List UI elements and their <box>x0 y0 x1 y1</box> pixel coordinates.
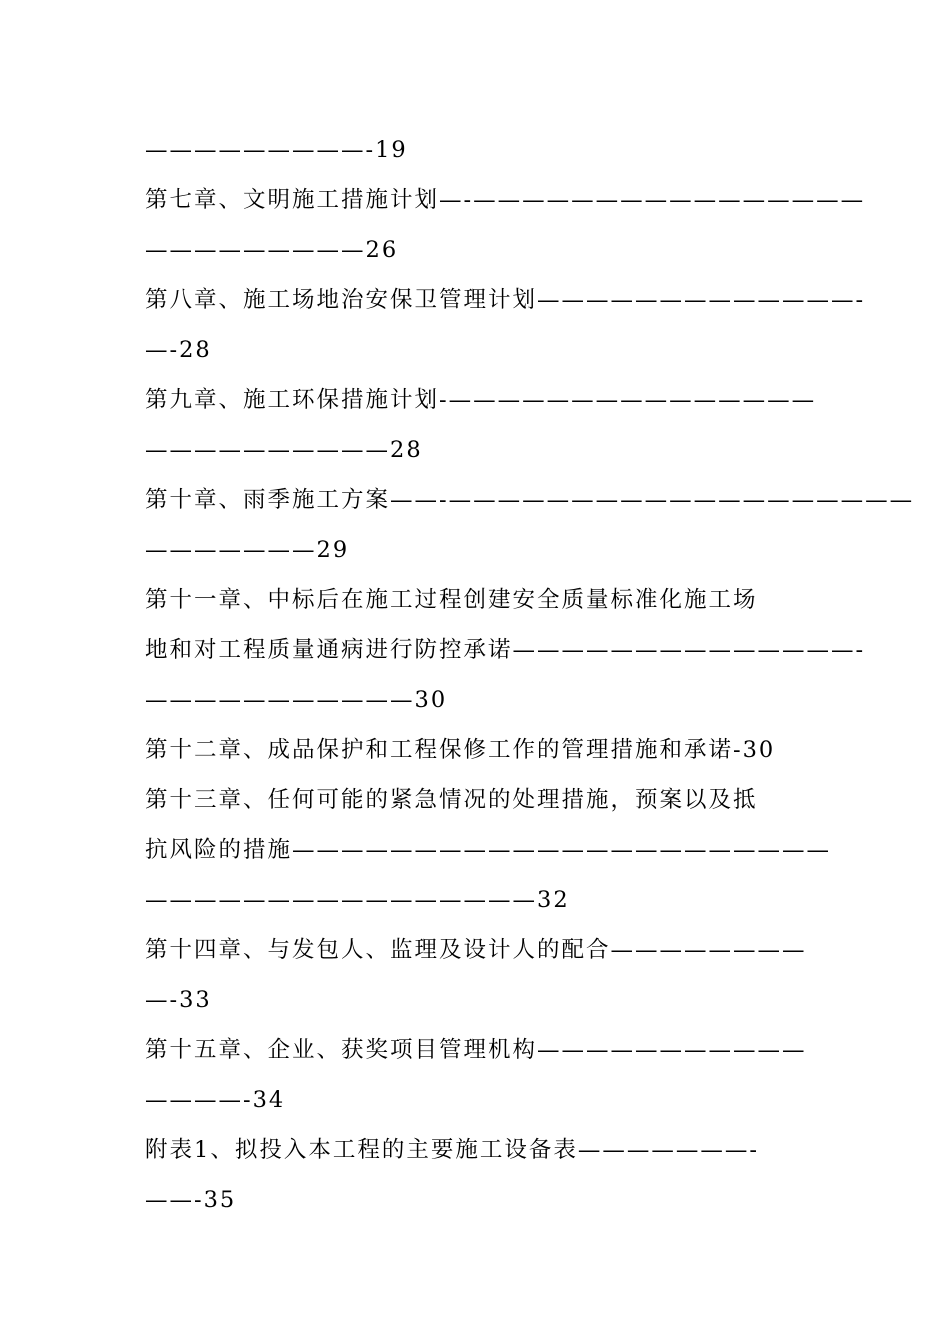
toc-line: 第八章、施工场地治安保卫管理计划—————————————- <box>145 287 866 313</box>
toc-line: —-33 <box>145 987 212 1013</box>
table-of-contents <box>145 132 915 1232</box>
toc-line: 抗风险的措施—————————————————————— <box>145 837 832 863</box>
toc-line: ———————29 <box>145 537 350 563</box>
toc-line: 地和对工程质量通病进行防控承诺——————————————- <box>145 637 866 663</box>
toc-line: 第十二章、成品保护和工程保修工作的管理措施和承诺-30 <box>145 737 776 763</box>
toc-line: ————-34 <box>145 1087 286 1113</box>
toc-line: ——————————28 <box>145 437 423 463</box>
toc-line: 附表1、拟投入本工程的主要施工设备表———————- <box>145 1137 759 1163</box>
toc-line: —-28 <box>145 337 212 363</box>
toc-line: 第七章、文明施工措施计划—-———————————————— <box>145 187 866 213</box>
toc-line: 第十章、雨季施工方案——-——————————————————— <box>145 487 915 513</box>
toc-line: 第十四章、与发包人、监理及设计人的配合———————— <box>145 937 807 963</box>
toc-line: —————————-19 <box>145 137 408 163</box>
toc-line: ———————————30 <box>145 687 448 713</box>
toc-line: ——-35 <box>145 1187 237 1213</box>
toc-line: 第九章、施工环保措施计划-——————————————— <box>145 387 817 413</box>
toc-line: 第十一章、中标后在施工过程创建安全质量标准化施工场 <box>145 587 758 613</box>
toc-line: 第十三章、任何可能的紧急情况的处理措施，预案以及抵 <box>145 787 758 813</box>
toc-line: 第十五章、企业、获奖项目管理机构——————————— <box>145 1037 807 1063</box>
toc-line: ————————————————32 <box>145 887 570 913</box>
toc-line: —————————26 <box>145 237 399 263</box>
